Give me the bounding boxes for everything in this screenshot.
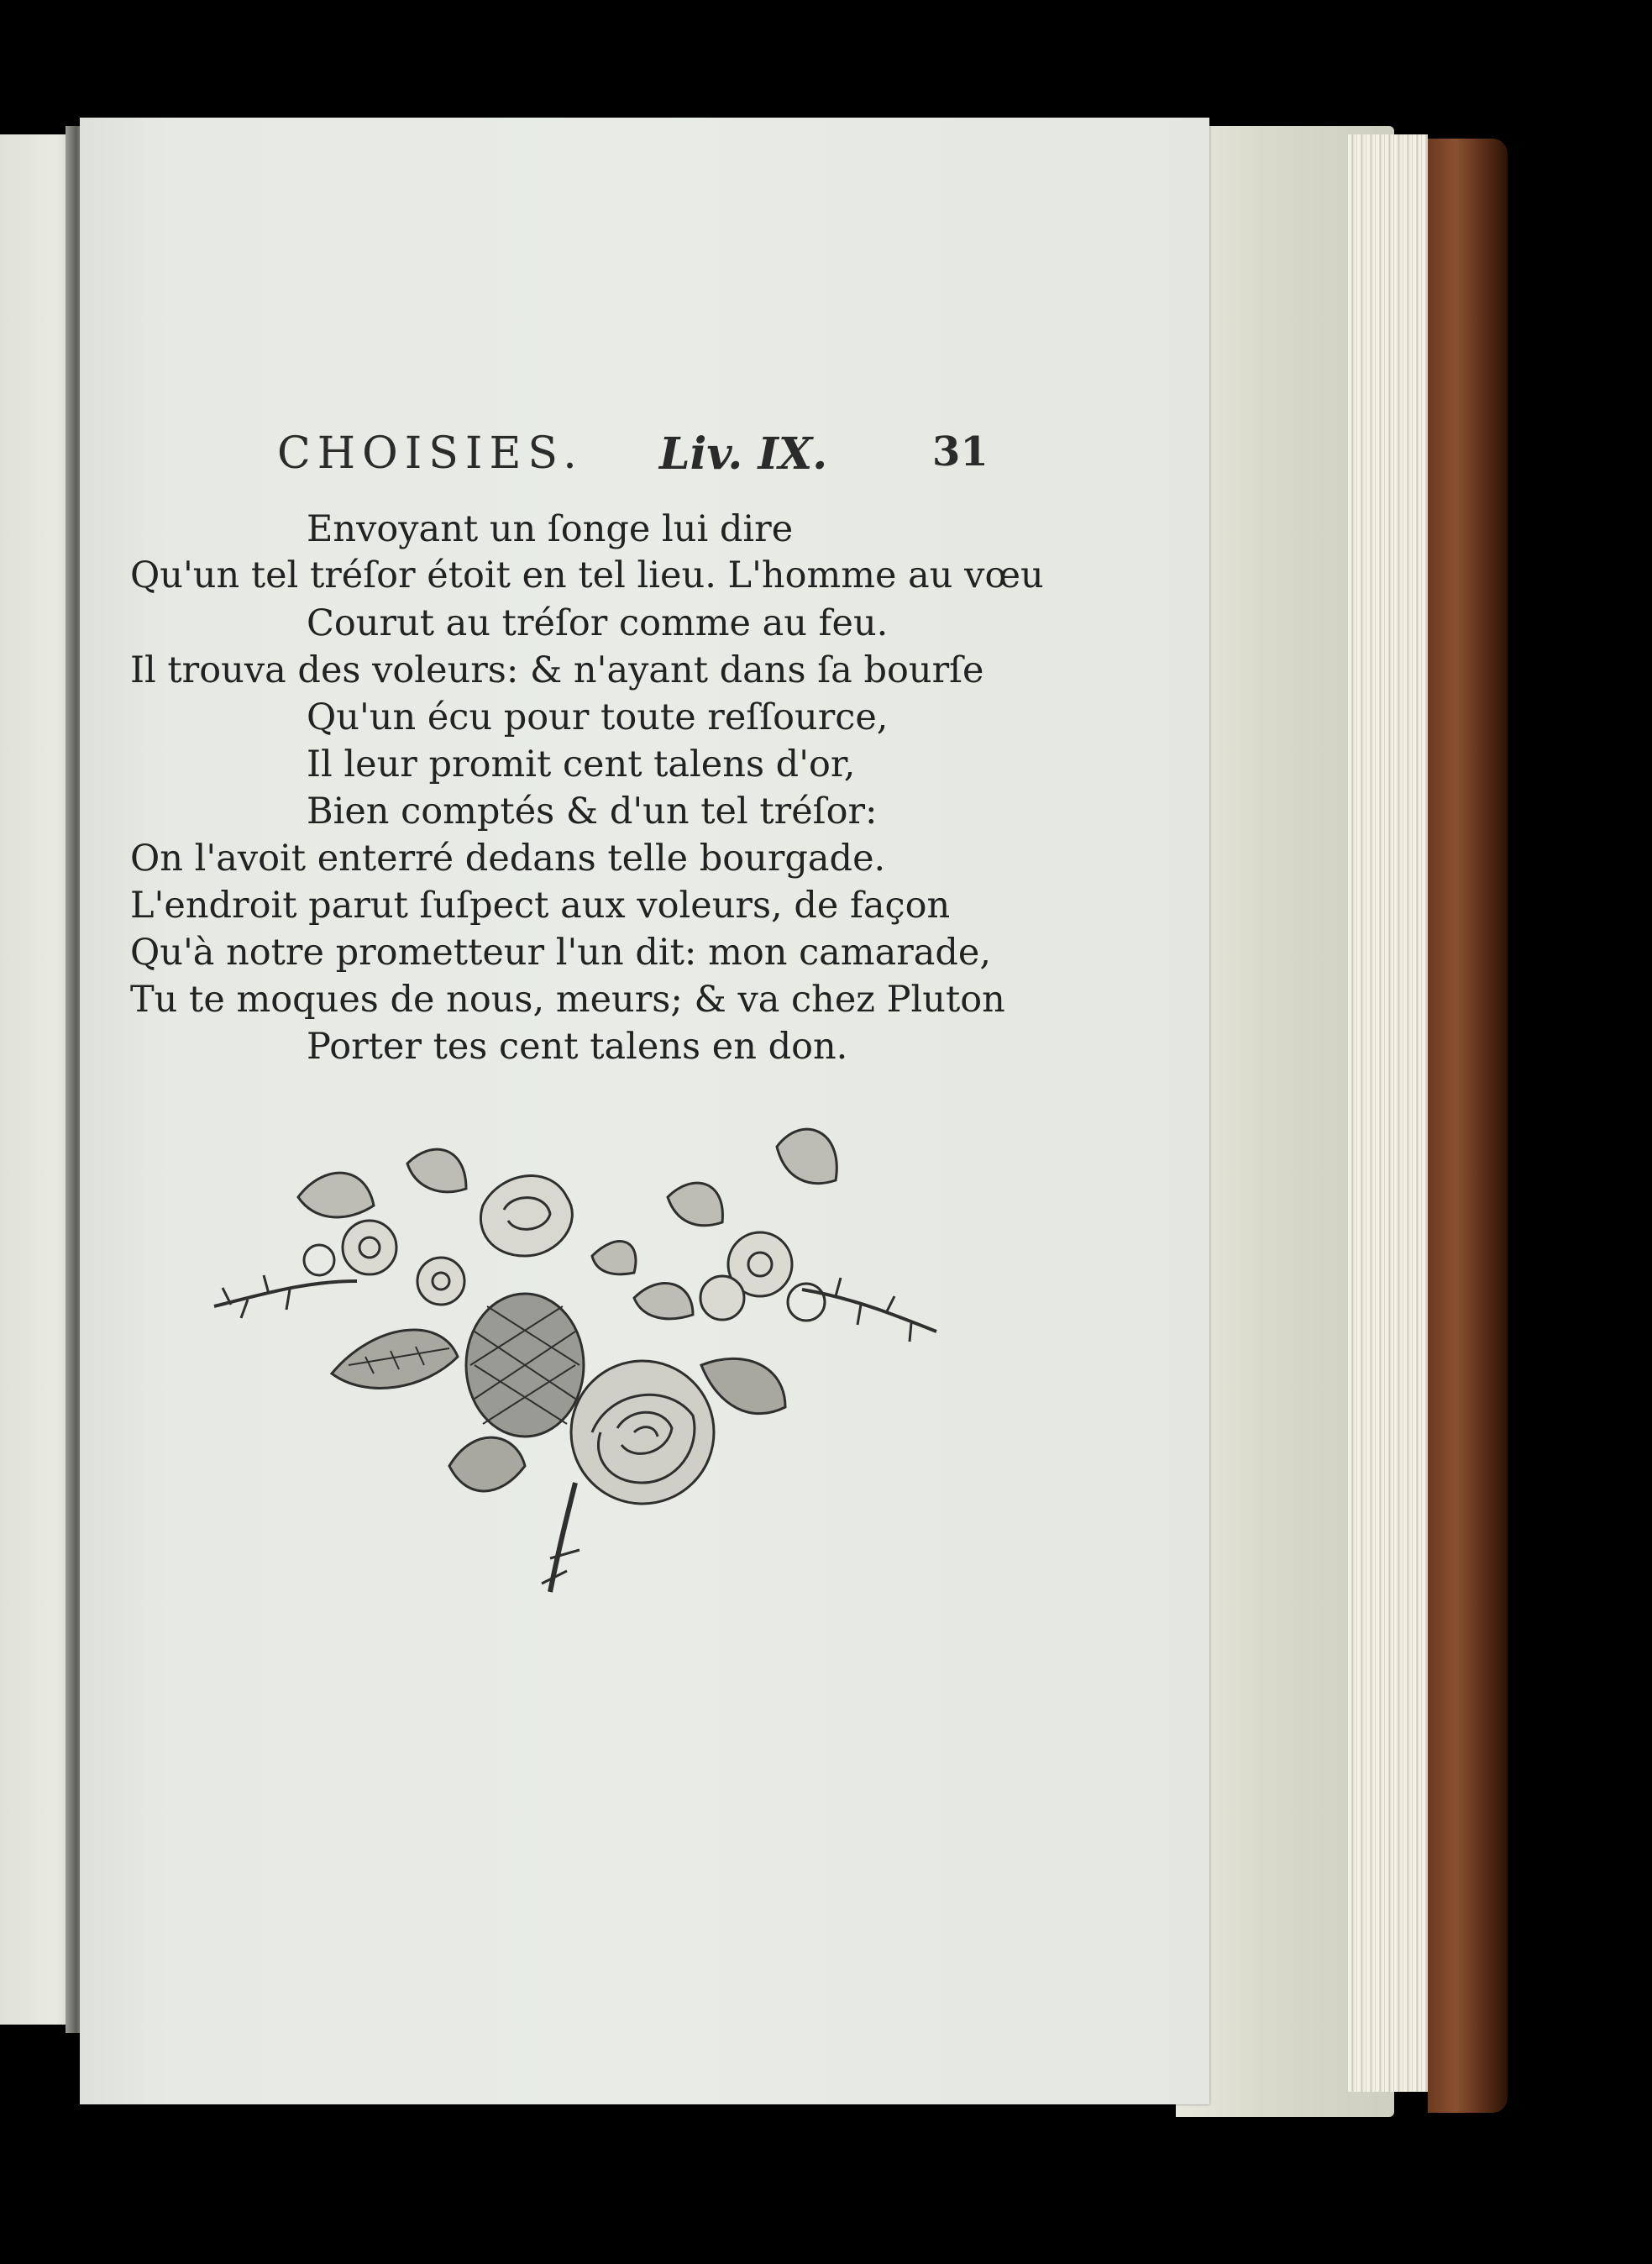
verse-line: Qu'un tel tréſor étoit en tel lieu. L'homme au vœu xyxy=(130,554,1044,596)
floral-woodcut-icon xyxy=(197,1113,970,1617)
verse-line: Qu'un écu pour toute reſſource, xyxy=(307,696,889,738)
running-head: CHOISIES. xyxy=(277,428,584,479)
book-reference: Liv. IX. xyxy=(659,428,828,480)
book-page xyxy=(80,118,1209,2104)
page-header xyxy=(80,428,1209,487)
verse-line: On l'avoit enterré dedans telle bourgade. xyxy=(130,838,886,880)
book-cover xyxy=(1428,139,1508,2113)
verse-line: Il trouva des voleurs: & n'ayant dans ſa bourſe xyxy=(130,649,984,691)
verse-line: L'endroit parut ſuſpect aux voleurs, de façon xyxy=(130,885,951,927)
verse-line: Tu te moques de nous, meurs; & va chez Pluton xyxy=(130,979,1005,1021)
verse-line: Envoyant un ſonge lui dire xyxy=(307,508,794,550)
verse-line: Porter tes cent talens en don. xyxy=(307,1026,848,1068)
verse-line: Il leur promit cent talens d'or, xyxy=(307,743,856,785)
verse-line: Courut au tréſor comme au feu. xyxy=(307,602,889,644)
verse-line: Bien comptés & d'un tel tréſor: xyxy=(307,791,878,833)
page-number: 31 xyxy=(932,428,989,475)
verse-line: Qu'à notre prometteur l'un dit: mon camarade, xyxy=(130,932,992,974)
page-fore-edge xyxy=(1348,134,1428,2092)
